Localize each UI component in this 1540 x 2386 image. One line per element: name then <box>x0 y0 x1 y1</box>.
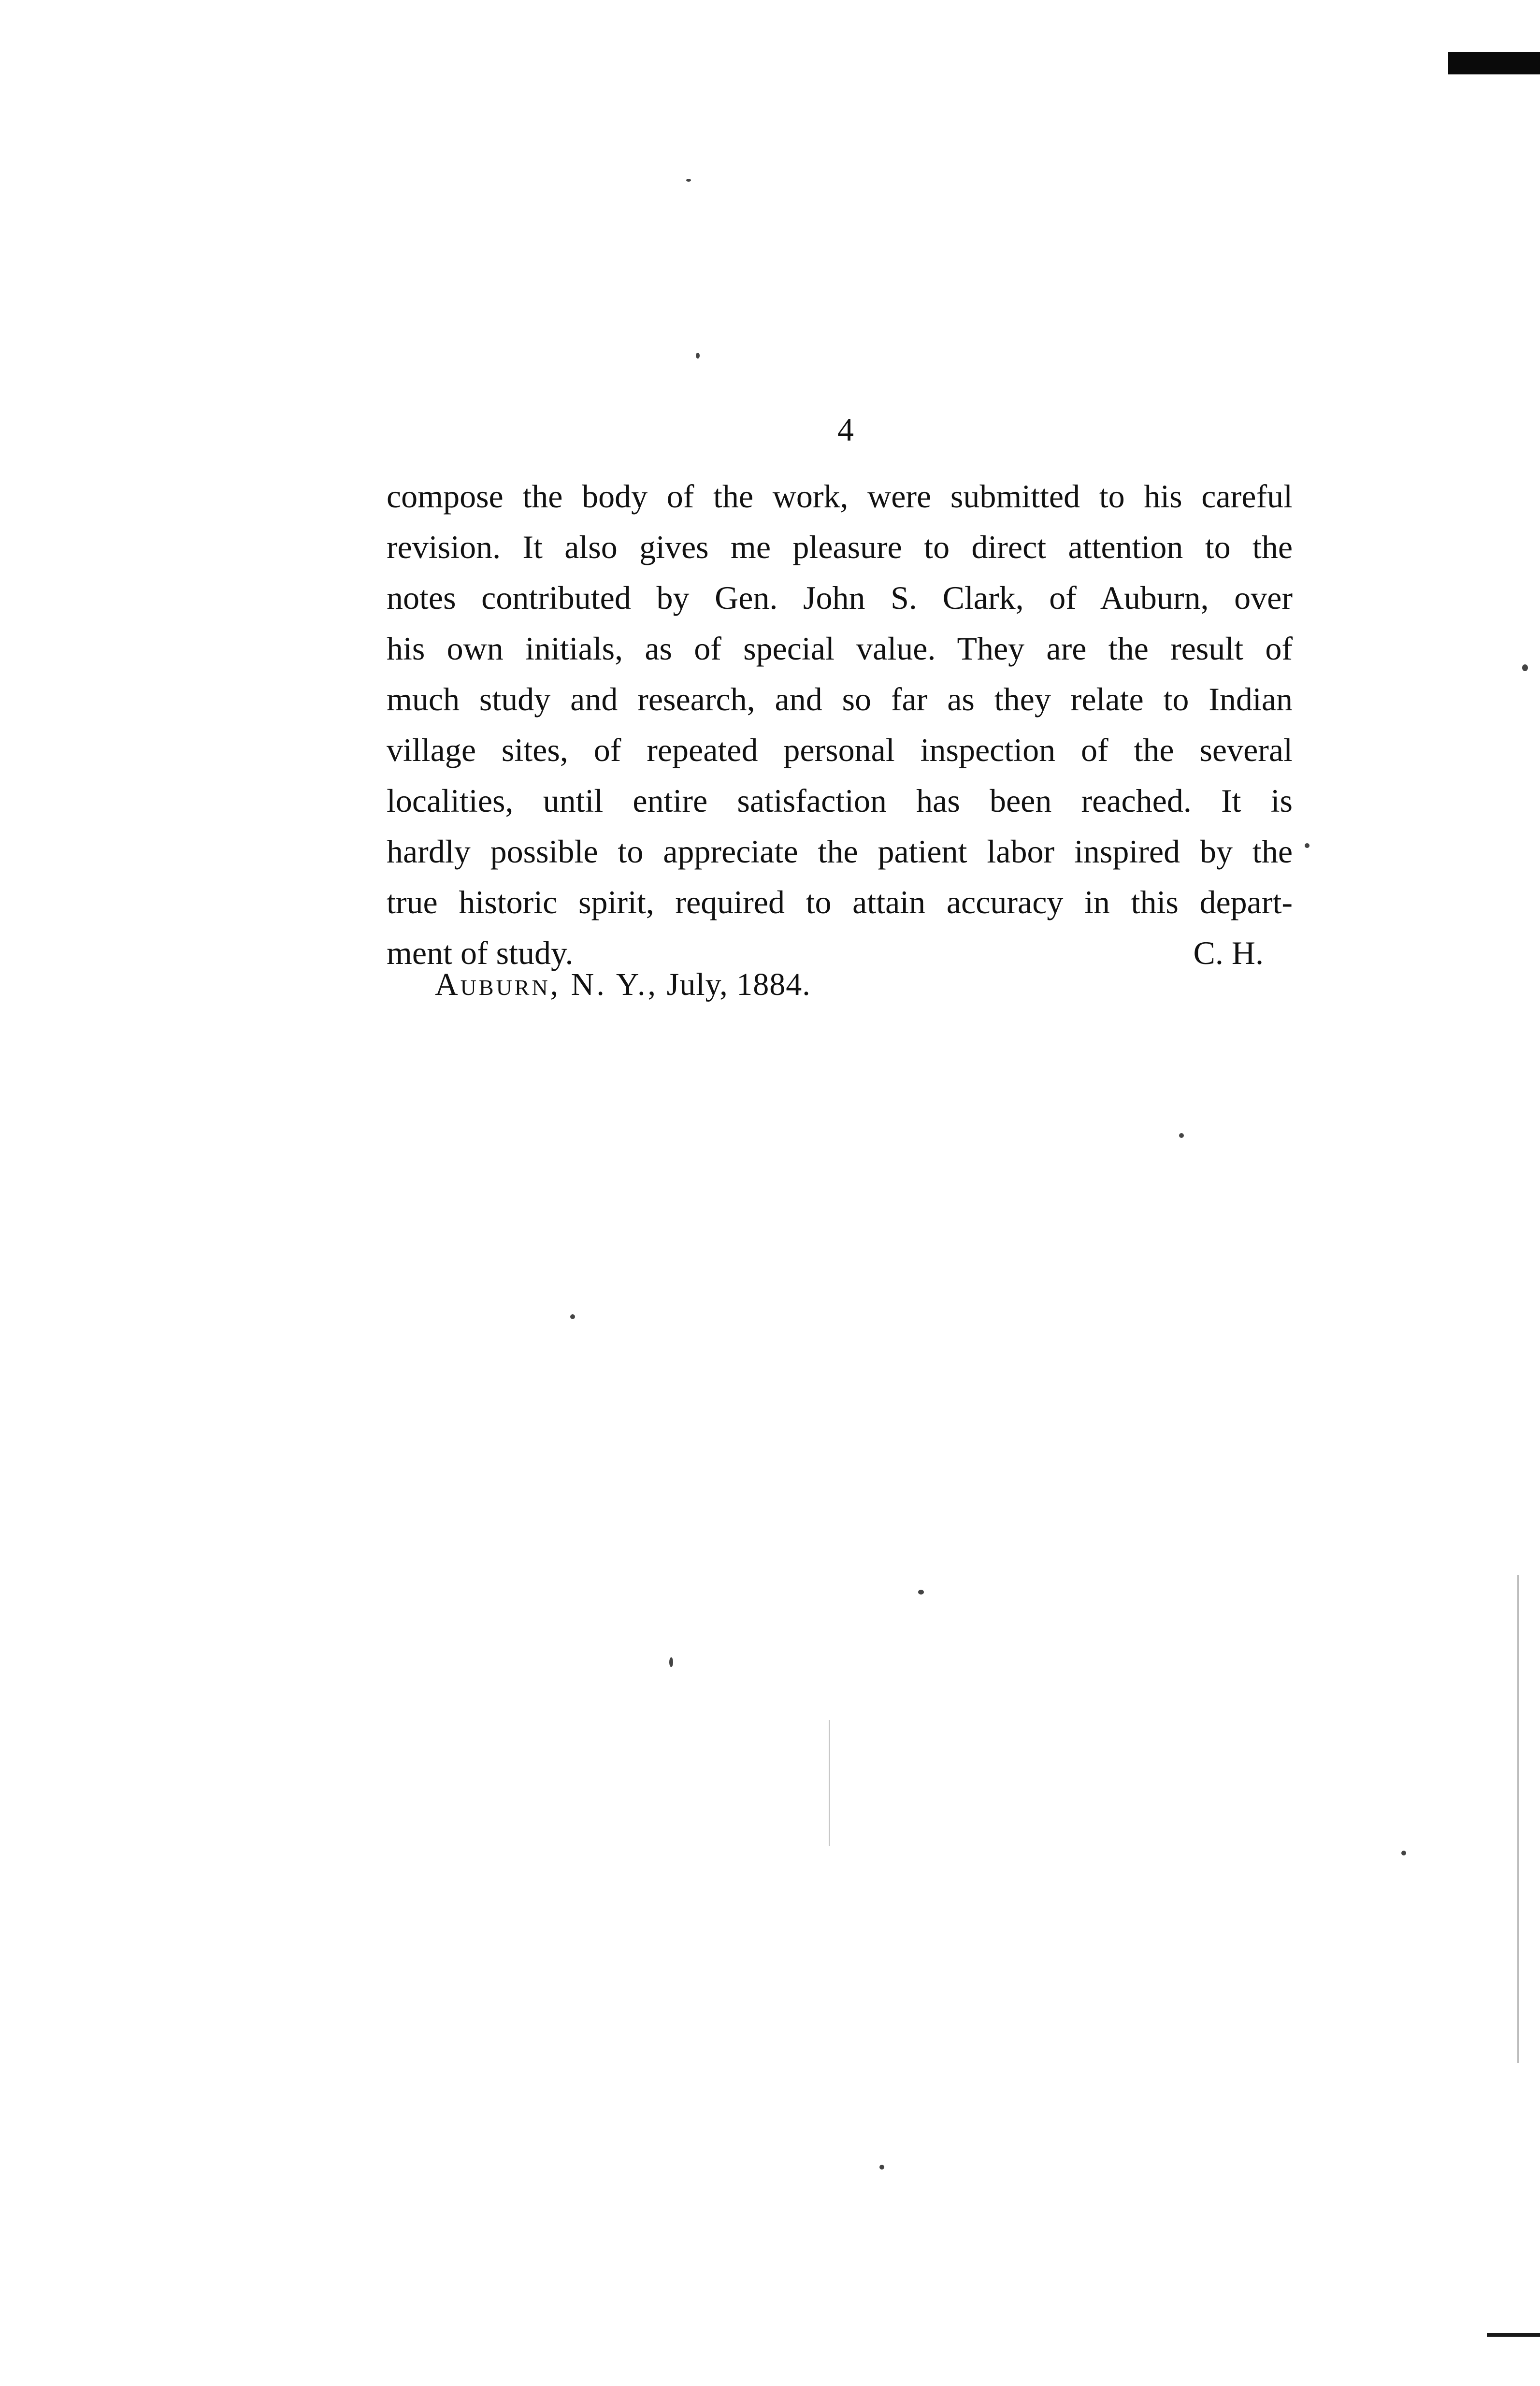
text-line: notes contributed by Gen. John S. Clark, of Auburn, over <box>387 579 1293 616</box>
scan-vertical-mark <box>829 1720 830 1846</box>
signature-initials: C. H. <box>1193 934 1264 971</box>
scan-speck <box>918 1590 924 1595</box>
scan-speck <box>686 179 691 182</box>
dateline-place: Auburn, N. Y., <box>435 967 659 1002</box>
text-line: hardly possible to appreciate the patient labor inspired by the <box>387 833 1293 870</box>
scan-speck <box>669 1657 673 1667</box>
scan-speck <box>879 2165 884 2170</box>
text-line: village sites, of repeated personal inspection of the several <box>387 732 1293 768</box>
last-line-text: ment of study. <box>387 934 574 971</box>
text-line: his own initials, as of special value. They are the result of <box>387 630 1293 667</box>
text-line: localities, until entire satisfaction has been reached. It is <box>387 782 1293 819</box>
page-number: 4 <box>837 411 854 448</box>
scan-vertical-line <box>1517 1575 1519 2063</box>
body-paragraph <box>387 471 1293 978</box>
scan-speck <box>1305 843 1310 848</box>
text-line: compose the body of the work, were submitted to his careful <box>387 478 1293 515</box>
dateline-date: July, 1884. <box>666 967 811 1002</box>
text-line: true historic spirit, required to attain accuracy in this depart- <box>387 884 1293 920</box>
scan-speck <box>1179 1133 1184 1138</box>
scan-speck <box>1522 664 1528 671</box>
scan-edge-bar <box>1448 52 1540 74</box>
text-line: much study and research, and so far as they relate to Indian <box>387 681 1293 718</box>
scan-edge-line <box>1487 2333 1540 2337</box>
scan-speck <box>1401 1851 1406 1855</box>
scan-speck <box>570 1314 575 1319</box>
dateline <box>435 969 811 1001</box>
text-line: revision. It also gives me pleasure to direct attention to the <box>387 529 1293 565</box>
scan-speck <box>696 353 700 359</box>
